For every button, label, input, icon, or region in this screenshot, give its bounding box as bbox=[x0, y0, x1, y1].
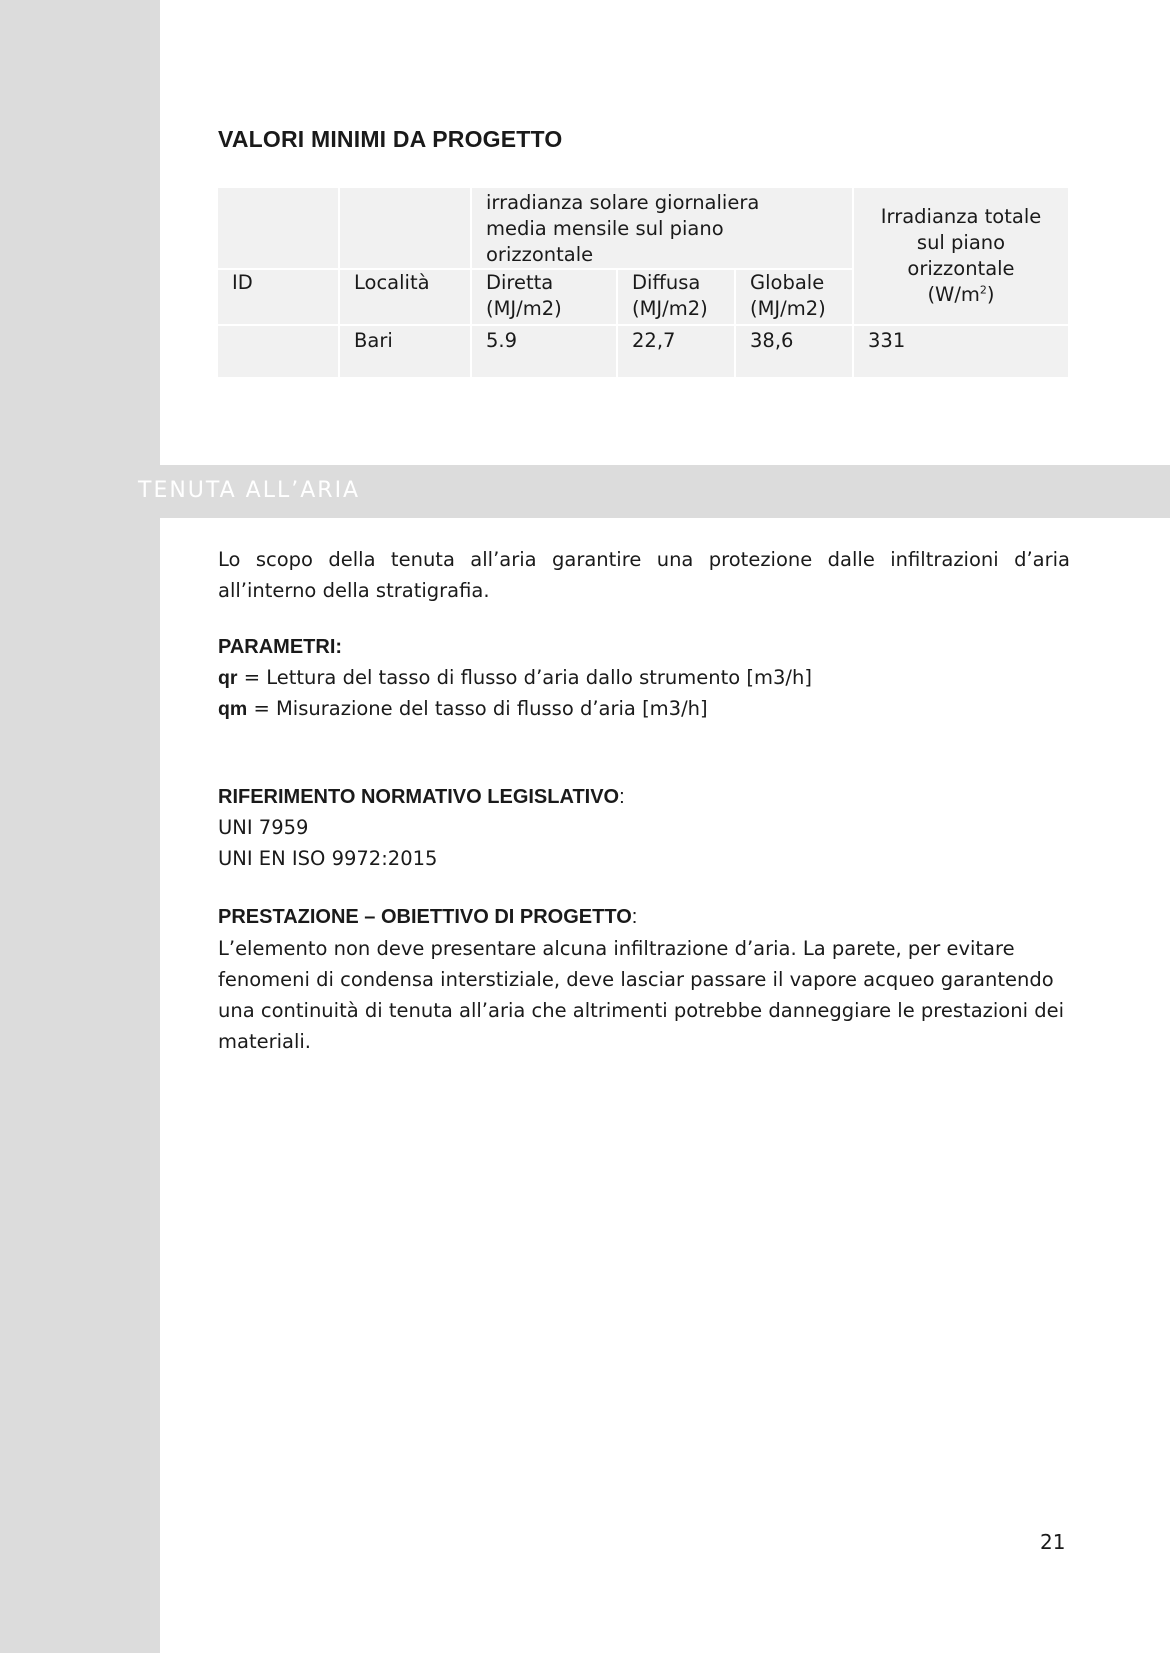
section-title: VALORI MINIMI DA PROGETTO bbox=[218, 126, 563, 152]
parametri-heading: PARAMETRI: bbox=[218, 636, 343, 658]
table-header-globale: Globale (MJ/m2) bbox=[734, 270, 852, 324]
table-cell-globale: 38,6 bbox=[734, 326, 852, 377]
table-total-header: Irradianza totale sul piano orizzontale $(W/m^2)$ bbox=[852, 188, 1068, 324]
table-cell-localita: Bari bbox=[338, 326, 470, 377]
table-cell-totale: 331 bbox=[852, 326, 1068, 377]
prestazione-heading: PRESTAZIONE – OBIETTIVO DI PROGETTO: bbox=[218, 906, 638, 928]
table-cell-id bbox=[218, 326, 338, 377]
left-margin-band bbox=[0, 0, 160, 1653]
table-header-diffusa: Diffusa (MJ/m2) bbox=[616, 270, 734, 324]
banner-title: TENUTA ALL’ARIA bbox=[138, 478, 361, 503]
riferimento-heading: RIFERIMENTO NORMATIVO LEGISLATIVO: bbox=[218, 786, 625, 808]
riferimento-item: UNI 7959 bbox=[218, 816, 309, 839]
page-number: 21 bbox=[1040, 1530, 1066, 1554]
riferimento-item: UNI EN ISO 9972:2015 bbox=[218, 847, 438, 870]
param-qr: qr = Lettura del tasso di flusso d’aria dallo strumento [m3/h] bbox=[218, 666, 812, 689]
param-qm: qm = Misurazione del tasso di flusso d’aria [m3/h] bbox=[218, 697, 708, 720]
table-cell-diffusa: 22,7 bbox=[616, 326, 734, 377]
table-header-diretta: Diretta (MJ/m2) bbox=[470, 270, 616, 324]
table-empty-header-cell bbox=[338, 188, 470, 268]
table-header-localita: Località bbox=[338, 270, 470, 324]
table-group-header: irradianza solare giornaliera media mensile sul piano orizzontale bbox=[470, 188, 852, 268]
table-cell-diretta: 5.9 bbox=[470, 326, 616, 377]
table-empty-header-cell bbox=[218, 188, 338, 268]
prestazione-paragraph: L’elemento non deve presentare alcuna infiltrazione d’aria. La parete, per evitare fenomeni di condensa interstiziale, deve lasciar passare il vapore acqueo garantendo una continuità di tenuta all’aria che altrimenti potrebbe danneggiare le prestazioni dei materiali. bbox=[218, 937, 1064, 1053]
intro-paragraph: Lo scopo della tenuta all’aria garantire una protezione dalle infiltrazioni d’aria all’interno della stratigrafia. bbox=[218, 548, 1070, 602]
table-header-id: ID bbox=[218, 270, 338, 324]
irradiance-table bbox=[218, 188, 1068, 377]
